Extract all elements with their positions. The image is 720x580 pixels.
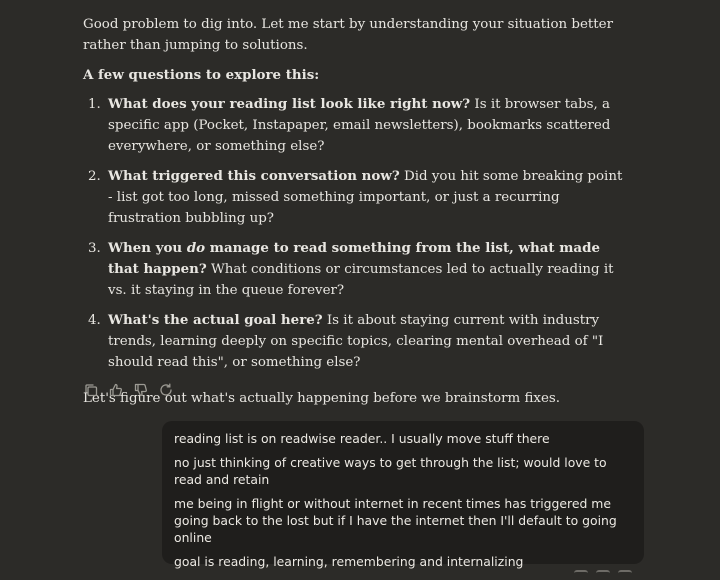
list-number: 4. — [88, 313, 101, 328]
retry-icon[interactable] — [574, 570, 588, 580]
copy-icon[interactable] — [82, 381, 100, 399]
message-actions — [82, 381, 175, 399]
question-emphasis: do — [186, 240, 206, 256]
list-item — [83, 94, 623, 157]
assistant-closing: Let's figure out what's actually happening before we brainstorm fixes. — [83, 391, 561, 406]
list-number: 3. — [88, 241, 101, 256]
question-bold-pre: When you — [108, 240, 187, 256]
question-bold: What's the actual goal here? — [108, 312, 323, 328]
questions-list — [83, 94, 623, 373]
user-message-actions — [574, 570, 632, 580]
thumbs-down-icon[interactable] — [132, 381, 150, 399]
assistant-message — [83, 14, 623, 409]
list-item — [83, 310, 623, 373]
copy-icon[interactable] — [618, 570, 632, 580]
user-message-line: no just thinking of creative ways to get through the list; would love to read and retain — [174, 455, 607, 487]
user-message-line: goal is reading, learning, remembering and internalizing — [174, 554, 524, 569]
list-item — [83, 238, 623, 301]
question-bold: What triggered this conversation now? — [108, 168, 400, 184]
list-number: 2. — [88, 169, 101, 184]
question-text: What conditions or circumstances led to actually reading it vs. it staying in the queue forever? — [108, 262, 614, 298]
question-text: Is it about staying current with industry trends, learning deeply on specific topics, clearing mental overhead of "I should read this", or something else? — [108, 313, 604, 370]
question-bold-post: manage to read something from the list, what made that happen? — [108, 240, 600, 277]
list-item — [83, 166, 623, 229]
assistant-intro: Good problem to dig into. Let me start by understanding your situation better rather than jumping to solutions. — [83, 17, 613, 53]
question-bold: What does your reading list look like right now? — [108, 96, 471, 112]
user-message-line: reading list is on readwise reader.. I usually move stuff there — [174, 431, 550, 446]
user-message — [162, 421, 644, 569]
thumbs-up-icon[interactable] — [107, 381, 125, 399]
user-message-line: me being in flight or without internet in recent times has triggered me going back to the lost but if I have the internet then I'll default to going online — [174, 496, 617, 545]
question-text: Did you hit some breaking point - list got too long, missed something important, or just a recurring frustration bubbling up? — [108, 169, 623, 226]
edit-icon[interactable] — [596, 570, 610, 580]
retry-icon[interactable] — [157, 381, 175, 399]
list-number: 1. — [88, 97, 101, 112]
question-text: Is it browser tabs, a specific app (Pocket, Instapaper, email newsletters), bookmarks scattered everywhere, or something else? — [108, 97, 611, 154]
questions-heading: A few questions to explore this: — [83, 67, 320, 83]
